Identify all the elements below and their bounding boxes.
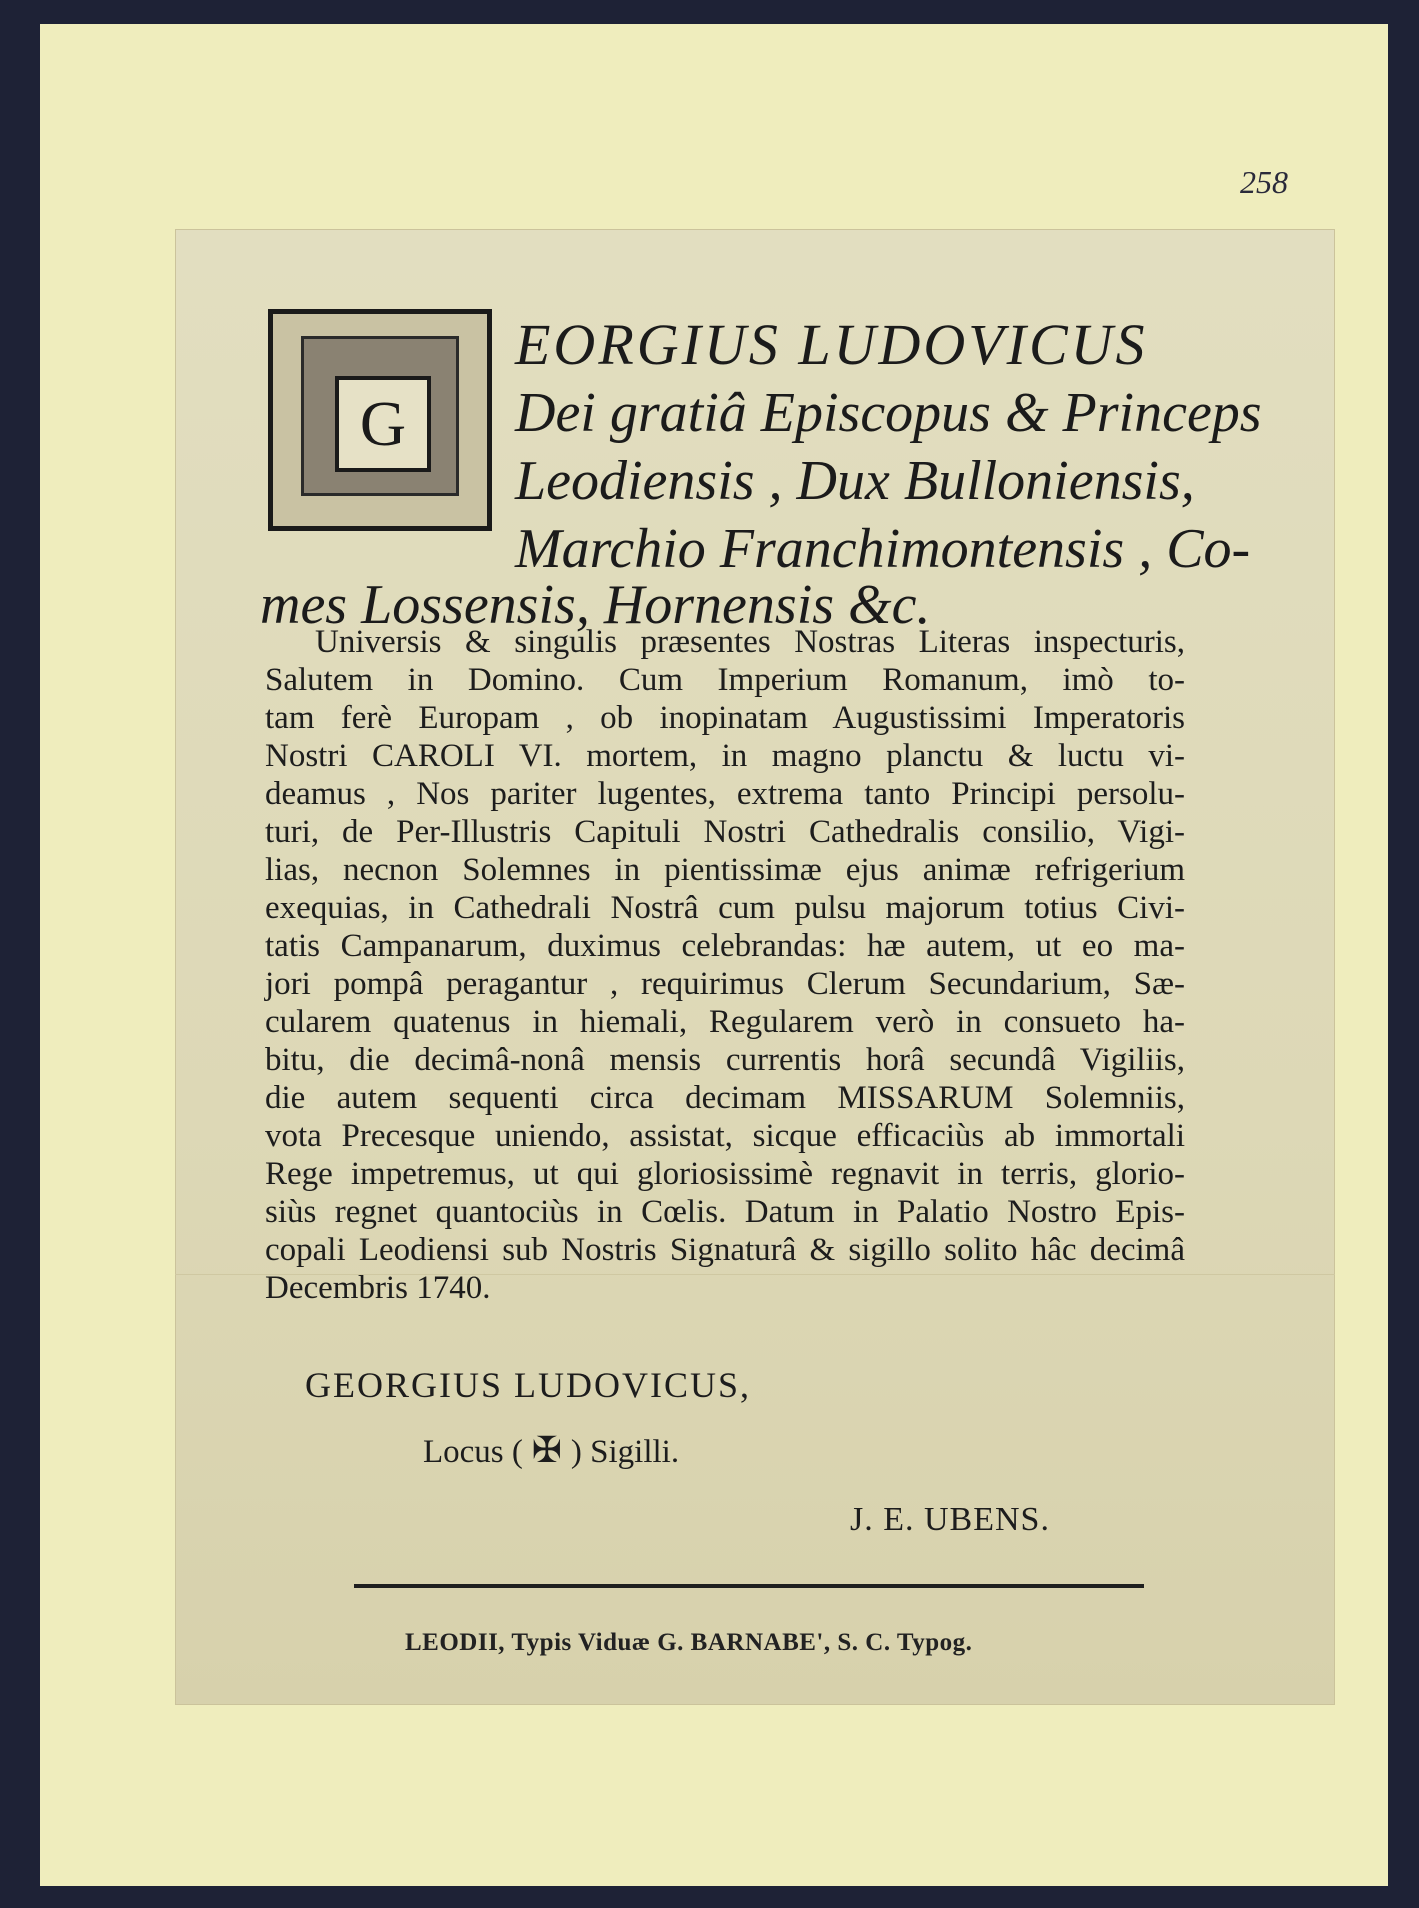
seal-suffix: ) Sigilli. (570, 1434, 680, 1470)
body-line: Decembris 1740. (265, 1270, 491, 1306)
body-line: jori pompâ peragantur , requirimus Clerum Secundarium, Sæ- (265, 966, 1185, 1002)
cross-icon: ✠ (531, 1430, 562, 1470)
body-line: die autem sequenti circa decimam MISSARUM Solemniis, (265, 1080, 1185, 1116)
body-line: Universis & singulis præsentes Nostras Literas inspecturis, (315, 624, 1185, 660)
body-line: turi, de Per-Illustris Capituli Nostri Cathedralis consilio, Vigi- (265, 814, 1185, 850)
archive-mount (40, 24, 1388, 1886)
initial-letter: G (335, 376, 431, 472)
body-line: vota Precesque uniendo, assistat, sicque efficaciùs ab immortali (265, 1118, 1185, 1154)
body-line: siùs regnet quantociùs in Cœlis. Datum in Palatio Nostro Epis- (265, 1194, 1185, 1230)
signatory-name: GEORGIUS LUDOVICUS, (305, 1365, 752, 1405)
body-line: Nostri CAROLI VI. mortem, in magno planctu & luctu vi- (265, 738, 1185, 774)
body-line: cularem quatenus in hiemali, Regularem verò in consueto ha- (265, 1004, 1185, 1040)
secretary-name: J. E. UBENS. (850, 1501, 1050, 1538)
page-number: 258 (1240, 164, 1288, 200)
body-line: deamus , Nos pariter lugentes, extrema tanto Principi persolu- (265, 776, 1185, 812)
seal-prefix: Locus ( (423, 1434, 523, 1470)
divider-rule (354, 1584, 1144, 1588)
body-line: bitu, die decimâ-nonâ mensis currentis horâ secundâ Vigiliis, (265, 1042, 1185, 1078)
heading-line-1: EORGIUS LUDOVICUS (515, 312, 1148, 377)
body-line: Salutem in Domino. Cum Imperium Romanum, imò to- (265, 662, 1185, 698)
seal-line (423, 1429, 679, 1471)
body-line: tatis Campanarum, duximus celebrandas: hæ autem, ut eo ma- (265, 928, 1185, 964)
heading-line-5: mes Lossensis, Hornensis &c. (260, 574, 931, 636)
decorated-initial (268, 309, 492, 531)
printed-sheet (175, 229, 1335, 1705)
heading-line-4: Marchio Franchimontensis , Co- (515, 518, 1251, 580)
body-line: lias, necnon Solemnes in pientissimæ ejus animæ refrigerium (265, 852, 1185, 888)
printer-imprint: LEODII, Typis Viduæ G. BARNABE', S. C. Typog. (405, 1629, 973, 1656)
body-line: tam ferè Europam , ob inopinatam Augustissimi Imperatoris (265, 700, 1185, 736)
heading-line-3: Leodiensis , Dux Bulloniensis, (515, 450, 1195, 512)
body-line: Rege impetremus, ut qui gloriosissimè regnavit in terris, glorio- (265, 1156, 1185, 1192)
heading-line-2: Dei gratiâ Episcopus & Princeps (515, 382, 1262, 444)
body-line: copali Leodiensi sub Nostris Signaturâ & sigillo solito hâc decimâ (265, 1232, 1185, 1268)
body-line: exequias, in Cathedrali Nostrâ cum pulsu majorum totius Civi- (265, 890, 1185, 926)
